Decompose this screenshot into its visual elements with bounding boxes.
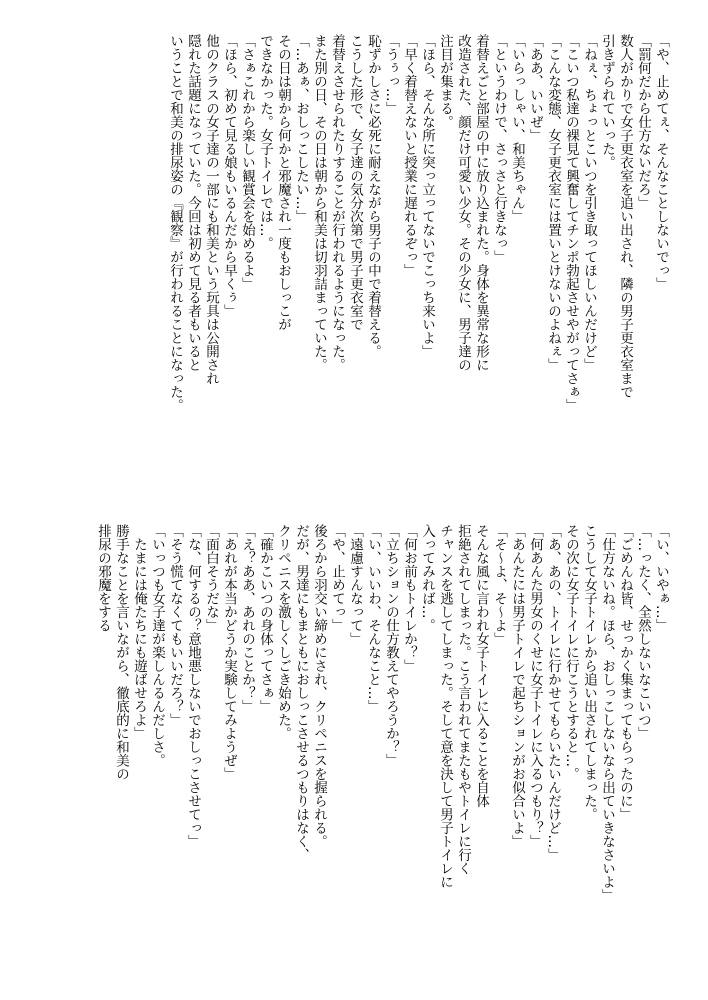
text-column: 後ろから羽交い締めにされ、クリペニスを握られる。 [311, 524, 327, 848]
text-column: 「いらっしゃい、和美ちゃん」 [509, 34, 525, 223]
text-column: 「ほら、初めて見る娘もいるんだから早くぅ」 [221, 34, 237, 318]
text-column: いうことで和美の排尿姿の『観察』が行われることになった。 [167, 34, 183, 412]
text-column: 「…あぁ、おしっこしたい…」 [293, 34, 309, 223]
text-column: また別の日、その日は朝から和美は切羽詰まっていた。 [311, 34, 327, 372]
text-column: 「早く着替えないと授業に遅れるぞっ」 [401, 34, 417, 277]
text-column: 「こいつ私達の裸見て興奮してチンポ勃起させやがってさぁ」 [563, 34, 579, 412]
text-column: 「こんな変態、女子更衣室には置いとけないのよねぇ」 [545, 34, 561, 372]
text-column: 「い、いいわ、そんなこと…」 [365, 524, 381, 713]
text-column: 「面白そうだな」 [203, 524, 219, 632]
text-column: その次に女子トイレに行こうとすると…。 [563, 524, 579, 781]
top-text-block [70, 34, 670, 434]
text-column: 「あ、あの、トイレに行かせてもらいたいんだけど…」 [545, 524, 561, 862]
text-column: 改造された、顔だけ可愛い少女。その少女に、男子達の [455, 34, 471, 372]
text-column: できなかった。女子トイレでは…。 [257, 34, 273, 250]
text-column: 隠れた話題になっていた。今回は初めて見る者もいると [185, 34, 201, 372]
bottom-text-block [70, 524, 670, 924]
text-column: 「確かこいつの身体ってさぁ」 [257, 524, 273, 713]
text-column: 「仕方ないね。ほら、おしっこしないなら出ていきなさいよ」 [599, 524, 615, 902]
text-column: 「や、止めてぇ、そんなことしないでっ」 [653, 34, 669, 291]
text-column: 「そ～よ、そ～よ」 [491, 524, 507, 646]
text-column: クリペニスを激しくしごき始めた。 [275, 524, 291, 740]
text-column: 「ほら、そんな所に突っ立ってないでこっち来いよ」 [419, 34, 435, 358]
text-column: だが、男達にもまともにおしっこさせるつもりはなく、 [293, 524, 309, 862]
text-column: たまには俺たちにも遊ばせろよ」 [131, 524, 147, 740]
text-column: 恥ずかしさに必死に耐えながら男子の中で着替える。 [365, 34, 381, 358]
text-column: その日は朝から何かと邪魔され一度もおしっこが [275, 34, 291, 331]
text-column: 「…ったく、全然しないなこいつ」 [635, 524, 651, 740]
text-column: 「な、何するの？意地悪しないでおしっこさせてっ」 [185, 524, 201, 848]
text-column: こうして女子トイレから追い出されてしまった。 [581, 524, 597, 821]
text-column: チャンスを逃してしまった。そして意を決して男子トイレに [437, 524, 453, 889]
text-column: 着替えさせられたりすることが行われるようになった。 [329, 34, 345, 372]
text-column: 引きずられていった。 [599, 34, 615, 169]
text-column: 「いっつも女子達が楽しんるんだしさ。 [149, 524, 165, 767]
text-column: 拒絶されてしまった。こう言われてまたもやトイレに行く [455, 524, 471, 875]
text-column: 「何お前もトイレか？」 [401, 524, 417, 673]
text-column: 「あれが本当かどうか実験してみようぜ」 [221, 524, 237, 781]
text-column: こうした形で、女子達の気分次第で男子更衣室で [347, 34, 363, 331]
text-column: 「遠慮すんなって」 [347, 524, 363, 646]
text-column: そんな風に言われ女子トイレに入ることを自体 [473, 524, 489, 808]
text-column: 「い、いやぁ…」 [653, 524, 669, 632]
text-column: 「そう慌てなくてもいいだろ？」 [167, 524, 183, 727]
text-column: 「うぅっ…」 [383, 34, 399, 115]
text-column: 他のクラスの女子達の一部にも和美という玩具は公開され [203, 34, 219, 385]
text-column: 「さぁこれから楽しい観賞会を始めるよ」 [239, 34, 255, 291]
text-column: 「罰何だから仕方ないだろ」 [635, 34, 651, 210]
text-column: 「ごめんね皆、せっかく集まってもらったのに」 [617, 524, 633, 821]
text-column: 「え？ああ、あれのことか？」 [239, 524, 255, 713]
text-column: 「立ちションの仕方教えてやろうか？」 [383, 524, 399, 767]
text-column: 着替えごと部屋の中に放り込まれた。身体を異常な形に [473, 34, 489, 372]
text-column: 「というわけで、さっさと行きなっ」 [491, 34, 507, 264]
text-column: 「何あんた男女のくせに女子トイレに入るつもり？」 [527, 524, 543, 848]
text-column: 「や、止めてっ」 [329, 524, 345, 632]
text-column: 「ねぇ、ちょっとこいつを引き取ってほしいんだけど」 [581, 34, 597, 372]
text-column: 注目が集まる。 [437, 34, 453, 129]
text-column: 入ってみれば…。 [419, 524, 435, 632]
text-column: 数人がかりで女子更衣室を追い出され、隣の男子更衣室まで [617, 34, 633, 399]
text-column: 「ああ、いいぜ」 [527, 34, 543, 142]
text-column: 勝手なことを言いながら、徹底的に和美の [113, 524, 129, 781]
text-column: 排尿の邪魔をする [95, 524, 111, 632]
text-column: 「あんたには男子トイレで起ちションがお似合いよ」 [509, 524, 525, 848]
